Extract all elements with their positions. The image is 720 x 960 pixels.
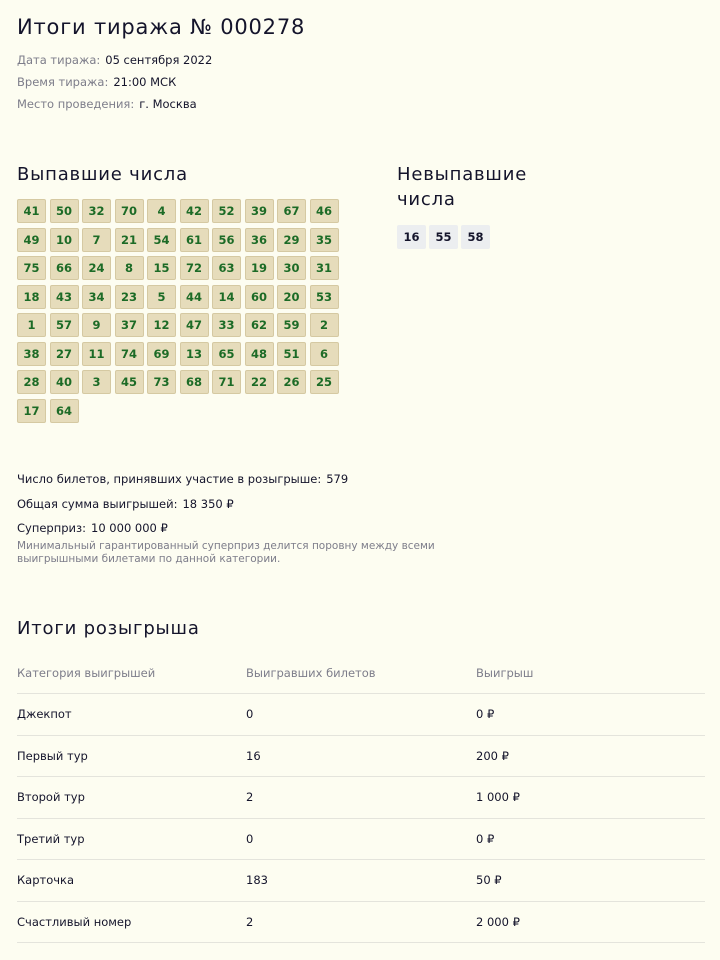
drawn-number: 24 [82,256,111,280]
draw-place-label: Место проведения: [17,97,135,111]
drawn-number: 69 [147,342,176,366]
winners-cell: 2 [246,914,254,929]
column-header-prize: Выигрыш [476,665,534,680]
draw-time-label: Время тиража: [17,75,109,89]
superprize-note: Минимальный гарантированный суперприз делится поровну между всеми выигрышными билетами по данной категории. [17,540,435,565]
tickets-count-label: Число билетов, принявших участие в розыгрыше: [17,472,322,486]
drawn-number: 23 [115,285,144,309]
drawn-number: 12 [147,313,176,337]
drawn-number: 14 [212,285,241,309]
category-cell: Третий тур [17,831,85,846]
drawn-number: 17 [17,399,46,423]
prize-cell: 50 ₽ [476,873,502,888]
prize-cell: 1 000 ₽ [476,790,520,805]
results-heading: Итоги розыгрыша [17,618,200,639]
drawn-number: 11 [82,342,111,366]
drawn-number: 75 [17,256,46,280]
drawn-number: 18 [17,285,46,309]
drawn-number: 46 [310,199,339,223]
drawn-number: 37 [115,313,144,337]
drawn-number: 40 [50,370,79,394]
drawn-number: 65 [212,342,241,366]
category-cell: Первый тур [17,748,88,763]
superprize-label: Суперприз: [17,521,87,535]
drawn-number: 7 [82,228,111,252]
prize-cell: 200 ₽ [476,748,509,763]
tickets-count [17,472,348,486]
drawn-number: 51 [277,342,306,366]
drawn-number: 54 [147,228,176,252]
drawn-number: 68 [180,370,209,394]
drawn-number: 19 [245,256,274,280]
superprize [17,521,168,535]
results-table [17,652,705,943]
table-row [17,902,705,944]
drawn-number: 64 [50,399,79,423]
undrawn-number: 16 [397,225,426,249]
prize-cell: 2 000 ₽ [476,914,520,929]
drawn-number: 74 [115,342,144,366]
draw-date-value: 05 сентября 2022 [105,53,213,67]
category-cell: Счастливый номер [17,914,132,929]
drawn-number: 26 [277,370,306,394]
drawn-number: 1 [17,313,46,337]
drawn-number: 21 [115,228,144,252]
draw-date [17,53,212,67]
drawn-number: 48 [245,342,274,366]
drawn-number: 34 [82,285,111,309]
drawn-number: 35 [310,228,339,252]
drawn-number: 60 [245,285,274,309]
tickets-count-value: 579 [326,472,349,486]
drawn-number: 2 [310,313,339,337]
drawn-number: 28 [17,370,46,394]
drawn-number: 33 [212,313,241,337]
table-row [17,777,705,819]
prize-cell: 0 ₽ [476,707,495,722]
draw-time-value: 21:00 МСК [113,75,177,89]
total-winnings [17,497,234,511]
drawn-number: 53 [310,285,339,309]
page-title: Итоги тиража № 000278 [17,15,306,39]
drawn-number: 4 [147,199,176,223]
drawn-number: 42 [180,199,209,223]
total-winnings-value: 18 350 ₽ [182,497,234,511]
draw-place [17,97,197,111]
superprize-value: 10 000 000 ₽ [91,521,168,535]
drawn-number: 52 [212,199,241,223]
results-table-header [17,652,705,694]
drawn-number: 72 [180,256,209,280]
table-row [17,736,705,778]
drawn-number: 20 [277,285,306,309]
category-cell: Карточка [17,873,75,888]
table-row [17,819,705,861]
winners-cell: 16 [246,748,261,763]
drawn-number: 6 [310,342,339,366]
drawn-numbers-grid [17,199,339,423]
drawn-number: 15 [147,256,176,280]
drawn-number: 71 [212,370,241,394]
drawn-number: 49 [17,228,46,252]
drawn-number: 9 [82,313,111,337]
drawn-number: 63 [212,256,241,280]
prize-cell: 0 ₽ [476,831,495,846]
drawn-number: 62 [245,313,274,337]
drawn-number: 38 [17,342,46,366]
drawn-number: 67 [277,199,306,223]
drawn-number: 45 [115,370,144,394]
drawn-number: 13 [180,342,209,366]
drawn-number: 39 [245,199,274,223]
drawn-number: 50 [50,199,79,223]
drawn-number: 56 [212,228,241,252]
drawn-number: 59 [277,313,306,337]
category-cell: Второй тур [17,790,85,805]
draw-time [17,75,176,89]
drawn-number: 30 [277,256,306,280]
table-row [17,694,705,736]
drawn-number: 57 [50,313,79,337]
winners-cell: 0 [246,831,254,846]
drawn-number: 70 [115,199,144,223]
draw-date-label: Дата тиража: [17,53,101,67]
drawn-number: 5 [147,285,176,309]
drawn-number: 43 [50,285,79,309]
winners-cell: 2 [246,790,254,805]
drawn-number: 41 [17,199,46,223]
drawn-number: 61 [180,228,209,252]
drawn-number: 3 [82,370,111,394]
drawn-number: 31 [310,256,339,280]
drawn-number: 10 [50,228,79,252]
drawn-number: 47 [180,313,209,337]
category-cell: Джекпот [17,707,72,722]
drawn-number: 27 [50,342,79,366]
drawn-number: 8 [115,256,144,280]
total-winnings-label: Общая сумма выигрышей: [17,497,178,511]
drawn-number: 29 [277,228,306,252]
drawn-number: 25 [310,370,339,394]
drawn-number: 36 [245,228,274,252]
results-table-body [17,694,705,943]
undrawn-heading-line1: Невыпавшие [397,164,528,185]
winners-cell: 0 [246,707,254,722]
column-header-category: Категория выигрышей [17,665,156,680]
table-row [17,860,705,902]
undrawn-number: 55 [429,225,458,249]
winners-cell: 183 [246,873,268,888]
undrawn-numbers-heading [397,162,527,212]
drawn-number: 22 [245,370,274,394]
undrawn-number: 58 [461,225,490,249]
drawn-number: 32 [82,199,111,223]
drawn-number: 73 [147,370,176,394]
column-header-winners: Выигравших билетов [246,665,376,680]
undrawn-numbers-list [397,225,490,249]
drawn-number: 44 [180,285,209,309]
undrawn-heading-line2: числа [397,189,456,210]
drawn-number: 66 [50,256,79,280]
drawn-numbers-heading: Выпавшие числа [17,164,188,185]
draw-place-value: г. Москва [139,97,197,111]
